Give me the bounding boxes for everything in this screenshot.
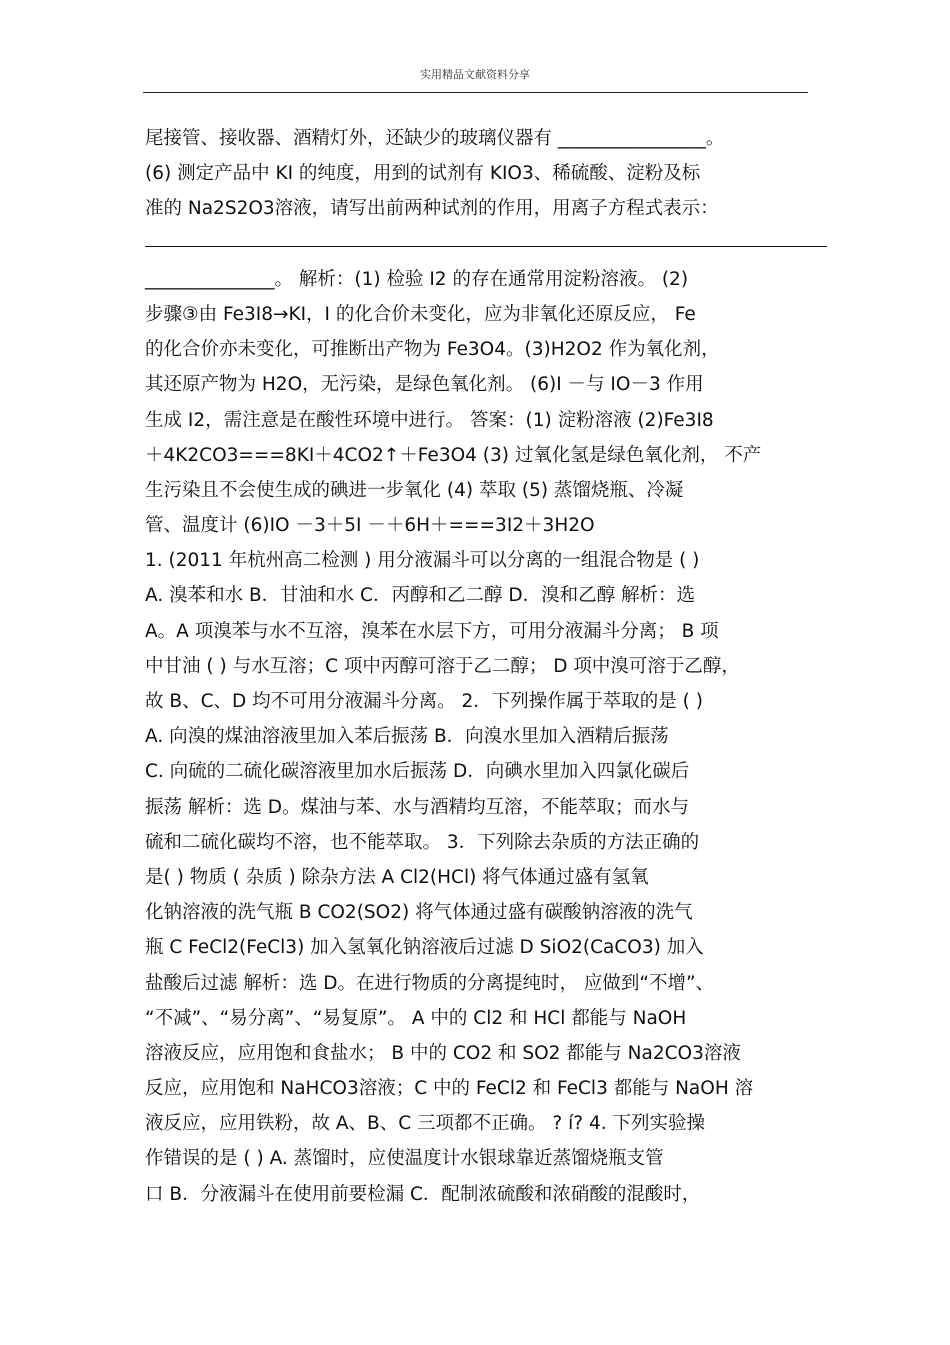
text-line: 中甘油 ( ) 与水互溶；C 项中丙醇可溶于乙二醇； D 项中溴可溶于乙醇， (145, 655, 740, 677)
text-line: ______________。 解析：(1) 检验 I2 的存在通常用淀粉溶液。 (2) (145, 268, 689, 290)
text-line: 生成 I2，需注意是在酸性环境中进行。 答案：(1) 淀粉溶液 (2)Fe3I8 (145, 409, 714, 431)
text-line: 瓶 C FeCl2(FeCl3) 加入氢氧化钠溶液后过滤 D SiO2(CaCO3) 加入 (145, 937, 704, 959)
text-line: 管、温度计 (6)IO －3＋5I －＋6H＋===3I2＋3H2O (145, 515, 595, 537)
text-line: 1. (2011 年杭州高二检测 ) 用分液漏斗可以分离的一组混合物是 ( ) (145, 550, 700, 572)
text-line: A。A 项溴苯与水不互溶，溴苯在水层下方，可用分液漏斗分离； B 项 (145, 620, 719, 642)
text-line: “不减”、“易分离”、“易复原”。 A 中的 Cl2 和 HCl 都能与 NaOH (145, 1007, 687, 1029)
page-header: 实用精品文献资料分享 (420, 68, 530, 81)
text-line: 其还原产物为 H2O，无污染，是绿色氧化剂。 (6)I －与 IO－3 作用 (145, 374, 704, 396)
text-line: 盐酸后过滤 解析：选 D。在进行物质的分离提纯时， 应做到“不增”、 (145, 972, 715, 994)
text-line: 的化合价亦未变化，可推断出产物为 Fe3O4。(3)H2O2 作为氧化剂， (145, 339, 720, 361)
text-line: 是( ) 物质 ( 杂质 ) 除杂方法 A Cl2(HCl) 将气体通过盛有氢氧 (145, 866, 649, 888)
text-line: (6) 测定产品中 KI 的纯度，用到的试剂有 KIO3、稀硫酸、淀粉及标 (145, 163, 701, 185)
text-line: 生污染且不会使生成的碘进一步氧化 (4) 萃取 (5) 蒸馏烧瓶、冷凝 (145, 479, 684, 501)
document-body (145, 121, 825, 1212)
text-line: C. 向硫的二硫化碳溶液里加水后振荡 D．向碘水里加入四氯化碳后 (145, 761, 690, 783)
text-line: 液反应，应用铁粉，故 A、B、C 三项都不正确。 ? í? 4. 下列实验操 (145, 1113, 705, 1135)
text-line: ＋4K2CO3===8KI＋4CO2↑＋Fe3O4 (3) 过氧化氢是绿色氧化剂， 不产 (145, 444, 762, 466)
text-line: 反应，应用饱和 NaHCO3溶液；C 中的 FeCl2 和 FeCl3 都能与 NaOH 溶 (145, 1078, 754, 1100)
text-line: 准的 Na2S2O3溶液，请写出前两种试剂的作用，用离子方程式表示： (145, 198, 719, 220)
text-line: 故 B、C、D 均不可用分液漏斗分离。 2．下列操作属于萃取的是 ( ) (145, 691, 703, 712)
text-line: 口 B．分液漏斗在使用前要检漏 C．配制浓硫酸和浓硝酸的混酸时， (145, 1183, 701, 1205)
text-line: 振荡 解析：选 D。煤油与苯、水与酒精均互溶，不能萃取；而水与 (145, 796, 690, 818)
text-line: 尾接管、接收器、酒精灯外，还缺少的玻璃仪器有 ________________。 (145, 128, 725, 149)
text-line: A. 溴苯和水 B．甘油和水 C．丙醇和乙二醇 D．溴和乙醇 解析：选 (145, 585, 695, 607)
answer-blank-line (145, 227, 825, 262)
text-line: A. 向溴的煤油溶液里加入苯后振荡 B．向溴水里加入酒精后振荡 (145, 726, 669, 748)
text-line: 步骤③由 Fe3I8→KI，I 的化合价未变化，应为非氧化还原反应， Fe (145, 303, 696, 325)
text-line: 硫和二硫化碳均不溶，也不能萃取。 3．下列除去杂质的方法正确的 (145, 831, 700, 853)
text-line: 溶液反应，应用饱和食盐水； B 中的 CO2 和 SO2 都能与 Na2CO3溶液 (145, 1042, 741, 1064)
text-line: 化钠溶液的洗气瓶 B CO2(SO2) 将气体通过盛有碳酸钠溶液的洗气 (145, 902, 693, 924)
header-divider (143, 92, 808, 93)
text-line: 作错误的是 ( ) A. 蒸馏时，应使温度计水银球靠近蒸馏烧瓶支管 (145, 1148, 664, 1170)
